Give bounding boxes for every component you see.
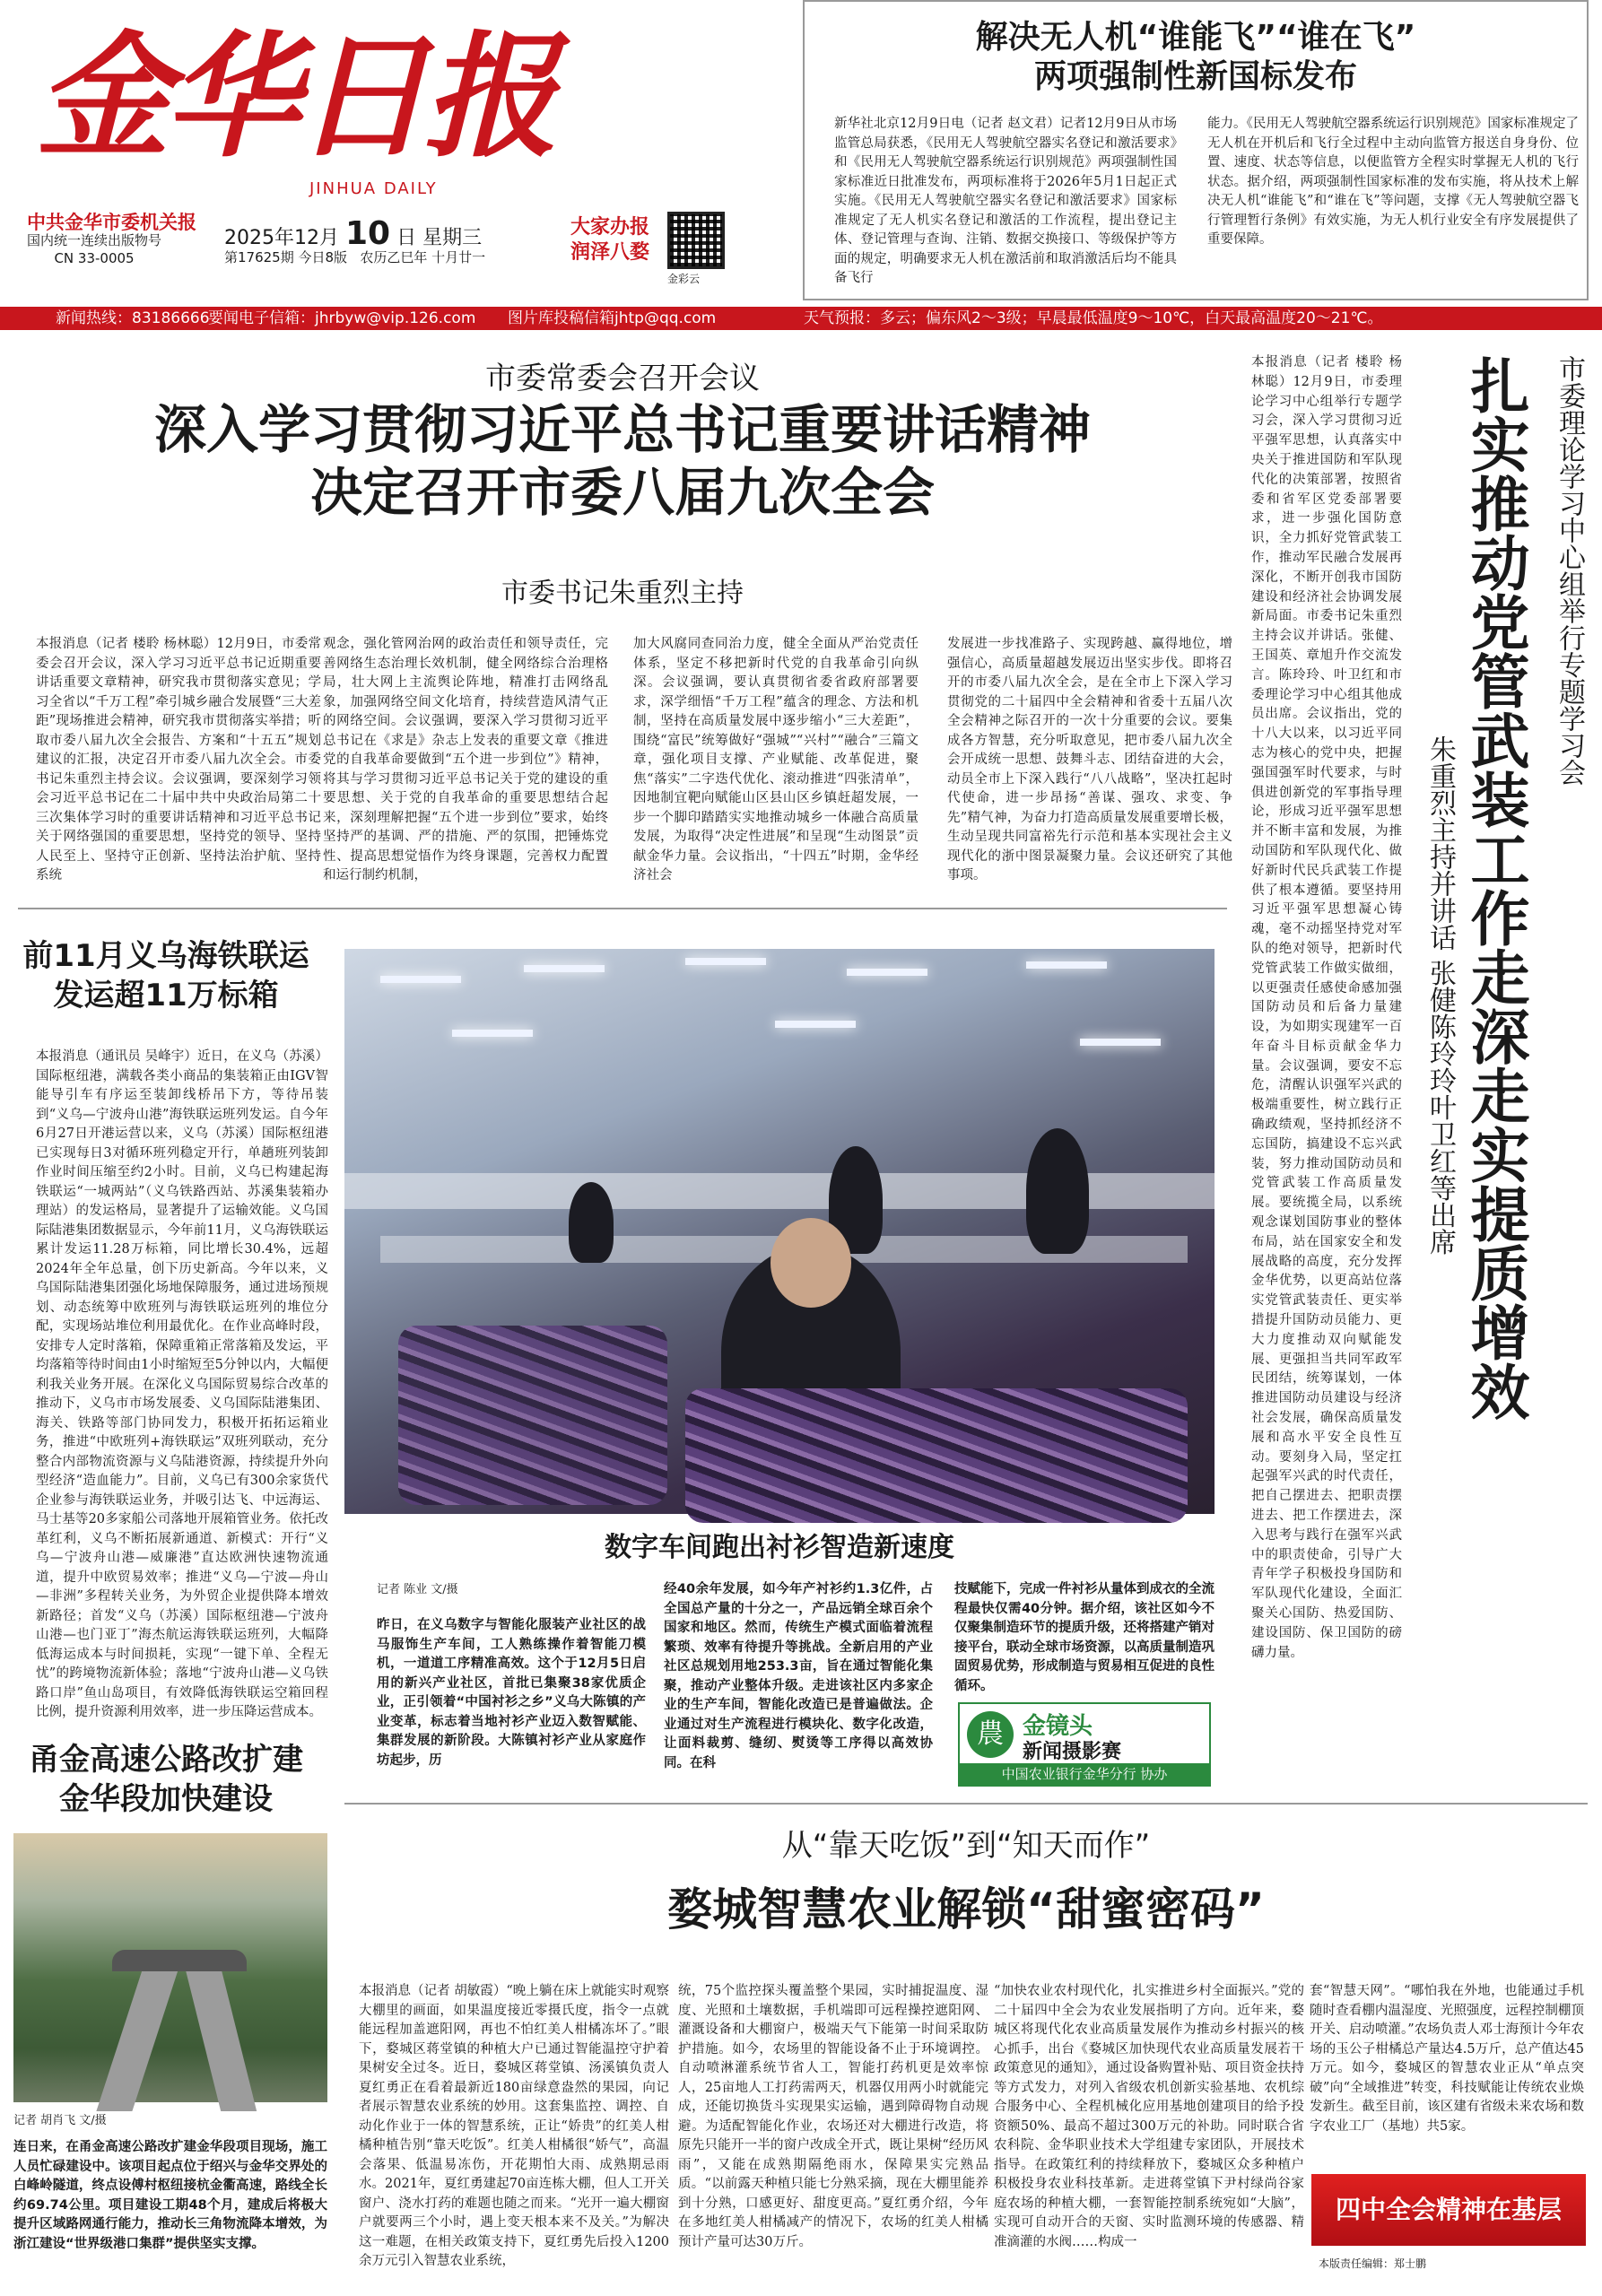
lead-col-3: 加大风腐同查同治力度，健全全面从严治党责任体系，坚定不移把新时代党的自我革命引向纵深。会议强调，要认真贯彻省委省政府部署要求，深学细悟“千万工程”蕴含的理念、方法和机制，坚持在高质量发展中逐步缩小“三大差距”，围绕“富民”统筹做好“强城”“兴村”“融合”三篇文章，强化项目支撑、产业赋能、改革促进，聚焦“落实”二字迭代优化、滚动推进“四张清单”，因地制宜靶向赋能山区县山区乡镇赶超发展，一步一个脚印踏踏实实地推动城乡一体融合高质量发展，为取得“决定性进展”和呈现“生动图景”贡献金华力量。会议指出，“十四五”时期，金华经济社会 <box>633 637 919 883</box>
photo-col-3: 技赋能下，完成一件衬衫从量体到成衣的全流程最快仅需40分钟。据介绍，该社区如今不仅聚集制造环节的提质升级，还将搭建产销对接平台，联动全球市场资源，以高质量制造巩固贸易优势，形成制造与贸易相互促进的良性循环。 <box>954 1582 1215 1693</box>
vertical-story-body: 本报消息（记者 楼聆 杨林聪）12月9日，市委理论学习中心组举行专题学习会，深入学习贯彻习近平强军思想，认真落实中央关于推进国防和军队现代化的决策部署，按照省委和省军区党委部署要求，进一步强化国防意识，全力抓好党管武装工作，推动军民融合发展再深化，不断开创我市国防建设和经济社会协调发展新局面。市委书记朱重烈主持会议并讲话。张健、王国英、章旭升作交流发言。陈玲玲、叶卫红和市委理论学习中心组其他成员出席。会议指出，党的十八大以来，以习近平同志为核心的党中央，把握强国强军时代要求，与时俱进创新党的军事指导理论，形成习近平强军思想并不断丰富和发展，为推动国防和军队现代化、做好新时代民兵武装工作提供了根本遵循。要坚持用习近平强军思想凝心铸魂，毫不动摇坚持党对军队的绝对领导，把新时代党管武装工作做实做细，以更强责任感使命感加强国防动员和后备力量建设，为如期实现建军一百年奋斗目标贡献金华力量。会议强调，要安不忘危，清醒认识强军兴武的极端重要性，树立践行正确政绩观，坚持抓经济不忘国防，搞建设不忘兴武装，努力推动国防动员和党管武装工作高质量发展。要统揽全局，以系统观念谋划国防事业的整体布局，站在国家安全和发展战略的高度，充分发挥金华优势，以更高站位落实党管武装责任、更实举措提升国防动员能力、更大力度推动双向赋能发展、更强担当共同军政军民团结，统筹谋划，一体推进国防动员建设与经济社会发展，确保高质量发展和高水平安全良性互动。要刻身入局，坚定扛起强军兴武的时代责任，把自己摆进去、把职责摆进去、把工作摆进去，深入思考与践行在强军兴武中的职责使命，引导广大青年学子积极投身国防和军队现代化建设，全面汇聚关心国防、热爱国防、建设国防、保卫国防的磅礴力量。 <box>1251 355 1402 1660</box>
lead-col-2: 观念，强化管网治网的政治责任和领导责任，完善网络生态治理长效机制，健全网络综合治理格局，壮大网上主流舆论阵地，精准打击网络乱象，加强网络空间文化培育，持续营造风清气正的网络空间。会议强调，要深入学习贯彻习近平总书记在《求是》杂志上发表的重要文章《推进党的自我革命要做到“五个进一步到位”》精神，将其与学习贯彻习近平总书记关于党的建设的重要思想、关于党的自我革命的重要思想结合起来，深刻理解把握“五个进一步到位”要求，始终坚持严的基调、严的措施、严的氛围，把锤炼党性、提高思想觉悟作为终身课题，完善权力配置和运行制约机制， <box>323 637 608 883</box>
road-head-2: 金华段加快建设 <box>59 1781 273 1817</box>
lead-head-2: 决定召开市委八届九次全会 <box>309 462 935 523</box>
top-story-col-1: 新华社北京12月9日电（记者 赵文君）记者12月9日从市场监管总局获悉，《民用无人驾驶航空器实名登记和激活要求》和《民用无人驾驶航空器系统运行识别规范》两项强制性国家标准近日批准发布，两项标准将于2026年5月1日起正式实施。《民用无人驾驶航空器实名登记和激活要求》国家标准规定了无人机实名登记和激活的工作流程，提出登记主体、登记管理与查询、注销、数据交换接口、等级保护等方面的规定，明确要求无人机在激活前和取消激活后均不能具备飞行 <box>834 117 1177 285</box>
news-email[interactable]: 要闻电子信箱：jhrbyw@vip.126.com <box>208 309 476 327</box>
agri-kicker: 从“靠天吃饭”到“知天而作” <box>781 1828 1151 1864</box>
pub-no-label: 国内统一连续出版物号 <box>27 232 162 248</box>
date-line <box>224 215 482 252</box>
divider <box>344 1803 1588 1805</box>
photo-col-2: 经40余年发展，如今年产衬衫约1.3亿件，占全国总产量的十分之一，产品远销全球百余个国家和地区。然而，传统生产模式面临着流程繁琐、效率有待提升等挑战。全新启用的产业社区总规划用地253.3亩，旨在通过智能化集聚，推动产业整体升级。走进该社区内多家企业的生产车间，智能化改造已是普遍做法。企业通过对生产流程进行模块化、数字化改造，让面料裁剪、缝纫、熨烫等工序得以高效协同。在科 <box>664 1582 933 1770</box>
road-head-1: 甬金高速公路改扩建 <box>29 1742 303 1778</box>
date-prefix: 2025年12月 <box>224 227 339 249</box>
yiwu-headline <box>18 936 314 1015</box>
lead-subhead: 市委书记朱重烈主持 <box>501 578 744 609</box>
yiwu-body: 本报消息（通讯员 吴峰宇）近日，在义乌（苏溪）国际枢纽港，满载各类小商品的集装箱正由IGV智能导引车有序运至装卸线桥吊下方，等待吊装到“义乌—宁波舟山港”海铁联运班列发运。自今年6月27日开港运营以来，义乌（苏溪）国际枢纽港已实现每日3对循环班列稳定开行，单趟班列装卸作业时间压缩至约2小时。目前，义乌已构建起海铁联运“一城两站”（义乌铁路西站、苏溪集装箱办理站）的发运格局，显著提升了运输效能。义乌国际陆港集团数据显示，今年前11月，义乌海铁联运累计发运11.28万标箱，同比增长30.4%，远超2024年全年总量，创下历史新高。今年以来，义乌国际陆港集团强化场地保障服务，通过进场预规划、动态统筹中欧班列与海铁联运班列的堆位分配，实现场站堆位利用最优化。在作业高峰时段，安排专人定时落箱，保障重箱正常落箱及发运，平均落箱等待时间由1小时缩短至5分钟以内，大幅便利我关业务开展。在深化义乌国际贸易综合改革的推动下，义乌市市场发展委、义乌国际陆港集团、海关、铁路等部门协同发力，积极开拓拓运箱业务，推进“中欧班列+海铁联运”双班列联动，充分整合内部物流资源与义乌陆港资源，持续提升外向型经济“造血能力”。目前，义乌已有300余家货代企业参与海铁联运业务，并吸引达飞、中远海运、马士基等20多家船公司落地开展箱管业务。依托改革红利，义乌不断拓展新通道、新模式：开行“义乌—宁波舟山港—威廉港”直达欧洲快速物流通道，提升中欧贸易效率；推进“义乌—宁波—舟山—非洲”多程转关业务，为外贸企业提供降本增效新路径；首发“义乌（苏溪）国际枢纽港—宁波舟山港—也门亚丁”海杰航运海铁联运班列，大幅降低海运成本与时间损耗，实现“一键下单、全程无忧”的跨境物流新体验；落地“宁波舟山港—义乌铁路口岸”鱼山岛项目，有效降低海铁联运空箱回程比例，提升资源利用效率，进一步压降运营成本。 <box>36 1049 328 1719</box>
road-body: 连日来，在甬金高速公路改扩建金华段项目现场，施工人员忙碌建设中。该项目起点位于绍兴与金华交界处的白峰岭隧道，终点设傅村枢纽接杭金衢高速，路线全长约69.74公里。项目建设工期48个月，建成后将极大提升区域路网通行能力，推动长三角物流降本增效，为浙江建设“世界级港口集群”提供坚实支撑。 <box>13 2140 327 2251</box>
award-sub: 新闻摄影赛 <box>1023 1741 1122 1763</box>
cn-number: CN 33-0005 <box>54 250 135 266</box>
divider <box>18 908 1227 909</box>
qr-label: 金彩云 <box>667 273 701 285</box>
lead-headline <box>18 398 1227 524</box>
publication-number <box>27 231 161 267</box>
agri-headline: 婺城智慧农业解锁“甜蜜密码” <box>667 1883 1265 1935</box>
agri-col-2: 统，75个监控探头覆盖整个果园，实时捕捉温度、湿度、光照和土壤数据，手机端即可远程操控遮阳网、灌溉设备和大棚窗户，极端天气下能第一时间采取防护措施。如今，农场里的智能设备不止于环境调控。自动喷淋灌系统节省人工，智能打药机更是效率惊人，25亩地人工打药需两天，机器仅用两小时就能完成，还能切换货斗实现果实运输，遇到障碍物自动规避。为适配智能化作业，农场还对大棚进行改造，将原先只能开一半的窗户改成全开式，既让果树“经历风雨”，又能在成熟期隔绝雨水，保障果实完熟品质。“以前露天种植只能七分熟采摘，现在大棚里能养到十分熟，口感更好、甜度更高。”夏红勇介绍，今年在多地红美人柑橘减产的情况下，农场的红美人柑橘预计产量可达30万斤。 <box>678 1984 988 2249</box>
date-day: 10 <box>344 215 391 252</box>
slogan <box>570 215 649 265</box>
award-name: 金镜头 <box>1023 1713 1093 1740</box>
lead-kicker: 市委常委会召开会议 <box>485 361 760 396</box>
workshop-photo <box>344 949 1215 1514</box>
agri-col-4: 套“智慧天网”。“哪怕我在外地，也能通过手机随时查看棚内温湿度、光照强度，远程控制棚顶开关、启动喷灌。”农场负责人邓士海预计今年农场的玉公子柑橘总产量达4.5万斤，总产值达45万元。如今，婺城区的智慧农业正从“单点突破”向“全域推进”转变，科技赋能让传统农业焕发新生。截至目前，该区建有省级未来农场和数字农业工厂（基地）共5家。 <box>1310 1984 1584 2134</box>
masthead-logo: 金华日报 <box>36 18 553 176</box>
lead-col-1: 本报消息（记者 楼聆 杨林聪）12月9日，市委常委会召开会议，深入学习习近平总书记近期重要讲话重要文章精神，研究我市贯彻落实意见；学习全省以“千万工程”牵引城乡融合发展暨“三大差距”现场推进会精神，研究我市贯彻落实举措；听取市委八届九次全会报告、方案和“十五五”规划建议的汇报，决定召开市委八届九次全会。市委书记朱重烈主持会议。会议强调，要深刻学习领会习近平总书记在二十届中共中央政治局第二十三次集体学习时的重要讲话精神和习近平总书记关于网络强国的重要思想，坚持党的领导、坚持人民至上、坚持守正创新、坚持法治护航、坚持系统 <box>36 637 321 883</box>
yiwu-head-2: 发运超11万标箱 <box>53 978 279 1013</box>
photo-col-1: 昨日，在义乌数字与智能化服装产业社区的战马服饰生产车间，工人熟练操作着智能刀模机，一道道工序精准高效。这个于12月5日启用的新兴产业社区，首批已集聚38家优质企业，正引领着“中国衬衫之乡”义乌大陈镇的产业变革，标志着当地衬衫产业迈入数智赋能、集群发展的新阶段。大陈镇衬衫产业从家庭作坊起步，历 <box>377 1618 646 1768</box>
top-story-head-1: 解决无人机“谁能飞”“谁在飞” <box>975 19 1416 56</box>
road-byline: 记者 胡肖飞 文/摄 <box>13 2114 107 2127</box>
weather: 天气预报：多云；偏东风2～3级；早晨最低温度9～10℃，白天最高温度20～21℃。 <box>804 309 1383 327</box>
masthead-en: JINHUA DAILY <box>309 179 438 198</box>
issue-number: 第17625期 今日8版 <box>224 249 348 265</box>
hotline: 新闻热线：83186666 <box>56 309 210 327</box>
top-story-col-2: 能力。《民用无人驾驶航空器系统运行识别规范》国家标准规定了无人机在开机后和飞行全过程中主动向监管方报送自身身份、位置、速度、状态等信息，以便监管方全程实时掌握无人机的飞行状态。据介绍，两项强制性国家标准的发布实施，将从技术上解决无人机“谁能飞”和“谁在飞”等问题，支撑《无人驾驶航空器飞行管理暂行条例》有效实施，为无人机行业安全有序发展提供了重要保障。 <box>1207 117 1579 247</box>
photo-caption: 数字车间跑出衬衫智造新速度 <box>605 1532 954 1563</box>
agri-col-3: “加快农业农村现代化，扎实推进乡村全面振兴。”党的二十届四中全会为农业发展指明了方向。近年来，婺城区将现代化农业高质量发展作为推动乡村振兴的核心抓手，出台《婺城区加快现代农业高质量发展若干政策意见的通知》，通过设备购置补贴、项目资金扶持等方式发力，对列入省级农机创新实验基地、农机综合服务中心、全程机械化应用基地创建项目的给予投资额50%、最高不超过300万元的补助。同时联合省农科院、金华职业技术大学组建专家团队，开展技术指导。在政策红利的持续释放下，婺城区众多种植户积极投身农业科技革新。走进蒋堂镇下尹村绿尚谷家庭农场的种植大棚，一套智能控制系统宛如“大脑”，实现可自动开合的天窗、实时监测环境的传感器、精准滴灌的水阀……构成一 <box>994 1984 1304 2249</box>
vertical-kicker: 市委理论学习中心组举行专题学习会 <box>1554 355 1585 786</box>
lead-col-4: 发展进一步找准路子、实现跨越、赢得地位，增强信心，高质量超越发展迈出坚实步伐。即将召开的市委八届九次全会，是在全市上下深入学习贯彻党的二十届四中全会精神和省委十五届八次全会精神之际召开的一次十分重要的会议。要集成各方智慧，充分听取意见，把市委八届九次全会开成统一思想、鼓舞斗志、团结奋进的大会，动员全市上下深入践行“八八战略”，坚决扛起时代使命，进一步昂扬“善谋、强攻、求变、争先”精气神，为奋力打造高质量发展重要增长极，生动呈现共同富裕先行示范和基本实现社会主义现代化的浙中图景凝聚力量。会议还研究了其他事项。 <box>947 637 1232 883</box>
lunar-date: 农历乙巳年 十月廿一 <box>360 249 486 265</box>
editor-credit: 本版责任编辑：郑士鹏 <box>1319 2257 1427 2270</box>
lead-head-1: 深入学习贯彻习近平总书记重要讲话精神 <box>153 399 1091 460</box>
photo-email[interactable]: 图片库投稿信箱jhtp@qq.com <box>508 309 717 327</box>
party-organ: 中共金华市委机关报 <box>27 212 196 233</box>
sponsor: 中国农业银行金华分行 协办 <box>960 1763 1209 1785</box>
agri-col-1: 本报消息（记者 胡敏霞）“晚上躺在床上就能实时观察大棚里的画面，如果温度接近零摄氏度，指令一点就能远程加盖遮阳网，再也不怕红美人柑橘冻坏了。”眼下，婺城区蒋堂镇的种植大户已通过智能温控守护着果树安全过冬。近日，婺城区蒋堂镇、汤溪镇负责人夏红勇正在看着最新近180亩绿意盎然的果园，向记者展示智慧农业系统的妙用。这套集监控、调控、自动化作业于一体的智慧系统，正让“娇贵”的红美人柑橘种植告别“靠天吃饭”。红美人柑橘很“娇气”，高温会落果、低温易冻伤，开花期怕大雨、成熟期忌雨水。2021年，夏红勇建起70亩连栋大棚，但人工开关窗户、浇水打药的难题也随之而来。“光开一遍大棚窗户就要两三个小时，遇上变天根本来不及关。”为解决这一难题，在相关政策支持下，夏红勇先后投入1200余万元引入智慧农业系统， <box>359 1984 669 2268</box>
column-banner: 四中全会精神在基层 <box>1311 2174 1586 2246</box>
photo-byline: 记者 陈业 文/摄 <box>377 1583 458 1596</box>
bank-icon: 農 <box>967 1711 1014 1758</box>
slogan-line-2: 润泽八婺 <box>570 241 650 264</box>
road-headline <box>18 1740 314 1819</box>
highway-photo <box>13 1833 327 2102</box>
qr-code-icon[interactable] <box>667 212 725 269</box>
top-story-headline <box>807 18 1584 97</box>
yiwu-head-1: 前11月义乌海铁联运 <box>22 938 309 974</box>
info-bar <box>0 307 1602 330</box>
vertical-headline: 扎实推动党管武装工作走深走实提质增效 <box>1460 355 1529 1421</box>
top-story-head-2: 两项强制性新国标发布 <box>1033 58 1357 95</box>
issue-line <box>224 248 485 266</box>
award-logo <box>958 1702 1211 1787</box>
slogan-line-1: 大家办报 <box>570 216 650 239</box>
vertical-subhead: 朱重烈主持并讲话 张健陈玲玲叶卫红等出席 <box>1424 735 1456 1256</box>
date-suffix: 日 星期三 <box>396 227 483 249</box>
